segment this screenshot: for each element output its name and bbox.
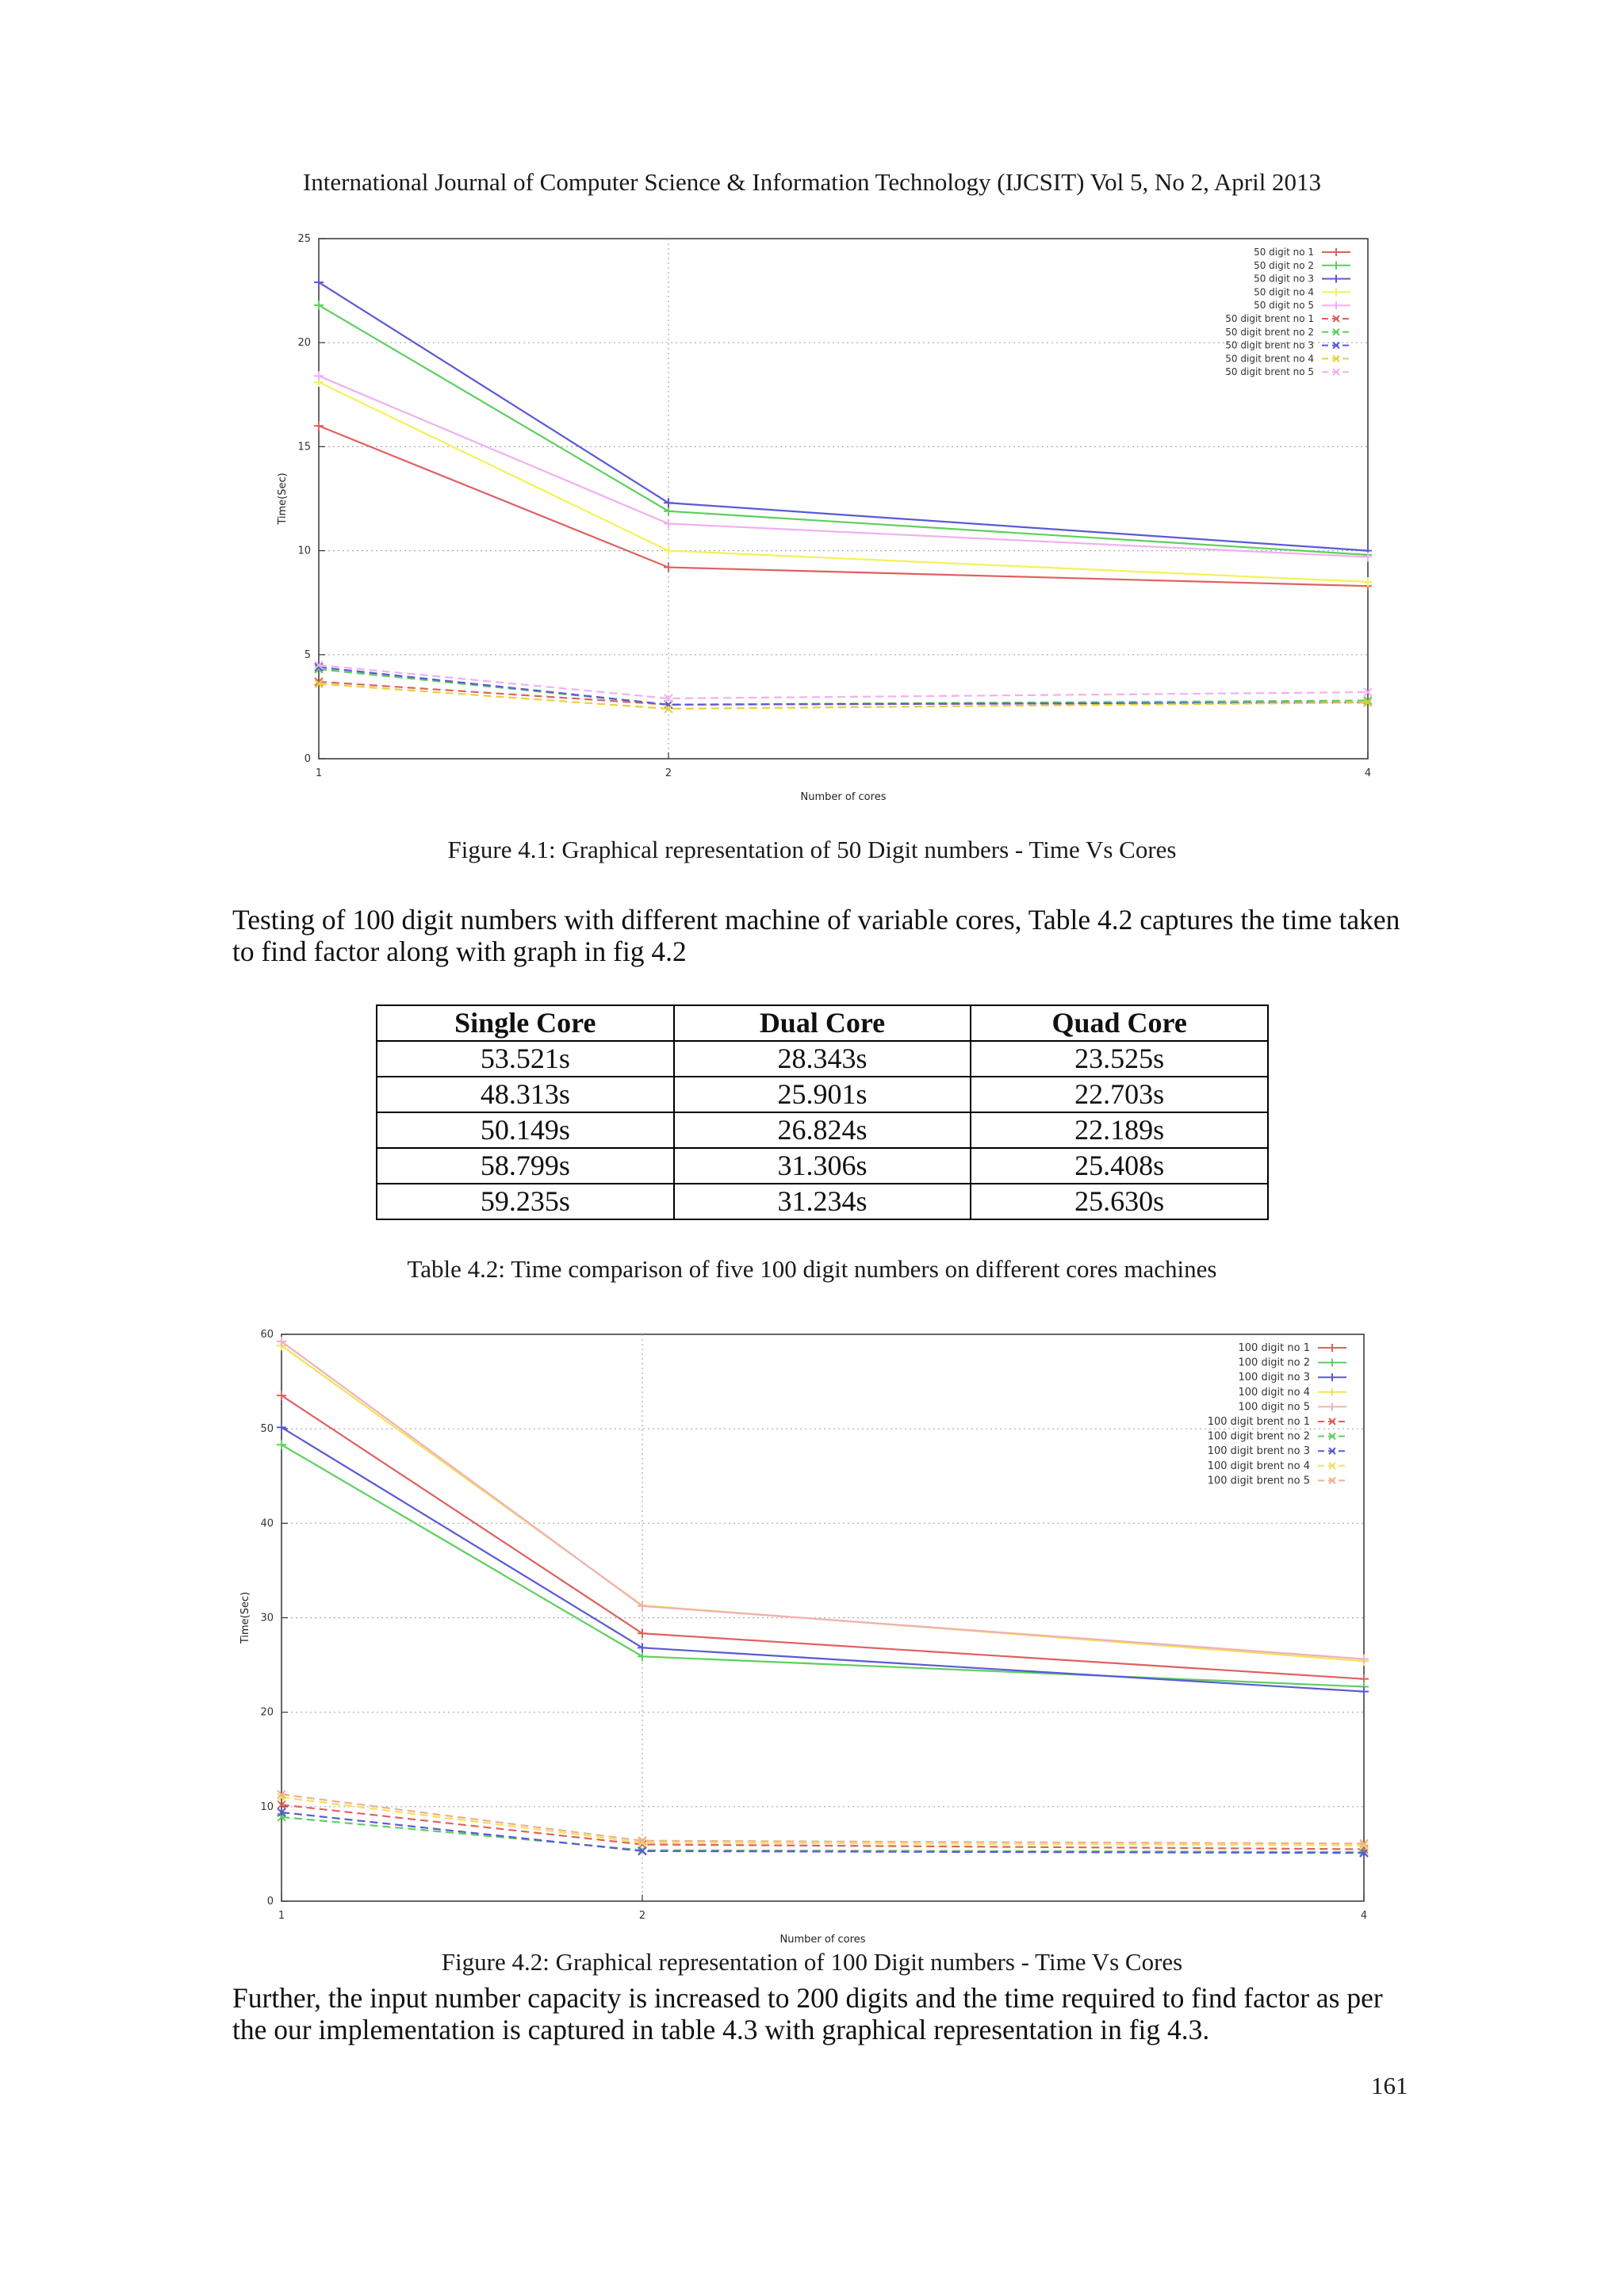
table-cell: 28.343s	[674, 1041, 971, 1077]
legend-entry: 100 digit no 3	[1238, 1372, 1310, 1384]
legend-entry: 50 digit no 2	[1254, 259, 1314, 271]
page-number: 161	[1371, 2072, 1408, 2099]
table-row	[377, 1148, 1268, 1184]
legend-entry: 100 digit no 5	[1238, 1401, 1310, 1414]
legend-entry: 50 digit brent no 1	[1225, 313, 1314, 324]
table-cell: 53.521s	[377, 1041, 674, 1077]
y-tick-label: 20	[260, 1706, 274, 1719]
x-tick-label: 2	[638, 1910, 646, 1922]
y-axis-label: Time(Sec)	[239, 1591, 251, 1644]
y-tick-label: 5	[304, 649, 311, 661]
table-cell: 25.901s	[674, 1077, 971, 1112]
legend-entry: 100 digit no 2	[1238, 1357, 1310, 1369]
table-row	[377, 1041, 1268, 1077]
x-axis-label: Number of cores	[779, 1934, 866, 1946]
table-cell: 25.408s	[971, 1148, 1268, 1184]
figure-4-1-caption: Figure 4.1: Graphical representation of 50 Digit numbers - Time Vs Cores	[447, 836, 1177, 863]
y-tick-label: 25	[297, 233, 311, 245]
legend-entry: 50 digit no 4	[1254, 286, 1314, 298]
y-tick-label: 60	[260, 1329, 274, 1341]
legend-entry: 100 digit brent no 5	[1207, 1475, 1310, 1487]
figure-4-2-caption: Figure 4.2: Graphical representation of 100 Digit numbers - Time Vs Cores	[441, 1948, 1183, 1976]
table-cell: 31.306s	[674, 1148, 971, 1184]
paragraph-2: Further, the input number capacity is increased to 200 digits and the time required to find factor as per the our implementation is captured in table 4.3 with graphical representation in fig 4.3.	[232, 1982, 1383, 2045]
legend-entry: 50 digit brent no 3	[1225, 339, 1314, 351]
figure-4-2-chart	[226, 1321, 1400, 1955]
table-cell: 23.525s	[971, 1041, 1268, 1077]
y-axis-label: Time(Sec)	[277, 473, 289, 525]
y-tick-label: 10	[260, 1800, 274, 1813]
y-tick-label: 0	[266, 1896, 274, 1908]
legend-entry: 100 digit brent no 4	[1207, 1460, 1310, 1472]
table-header-cell: Quad Core	[971, 1005, 1268, 1041]
table-cell: 22.703s	[971, 1077, 1268, 1112]
table-cell: 48.313s	[377, 1077, 674, 1112]
table-header-row	[377, 1005, 1268, 1041]
y-tick-label: 50	[260, 1423, 274, 1436]
legend-entry: 50 digit brent no 4	[1225, 353, 1314, 365]
legend-entry: 100 digit no 1	[1238, 1342, 1310, 1354]
y-tick-label: 40	[260, 1517, 274, 1530]
legend-entry: 50 digit no 3	[1254, 273, 1314, 285]
legend-entry: 100 digit brent no 1	[1207, 1416, 1310, 1428]
x-tick-label: 4	[1360, 1910, 1368, 1922]
y-tick-label: 15	[297, 441, 311, 453]
table-4-2-caption: Table 4.2: Time comparison of five 100 digit numbers on different cores machines	[407, 1255, 1217, 1283]
x-tick-label: 4	[1364, 767, 1372, 779]
running-header: International Journal of Computer Science & Information Technology (IJCSIT) Vol 5, No 2, April 2013	[302, 168, 1322, 196]
table-cell: 22.189s	[971, 1112, 1268, 1148]
x-tick-label: 1	[278, 1910, 285, 1922]
y-tick-label: 10	[297, 545, 311, 557]
legend-entry: 50 digit brent no 2	[1225, 326, 1314, 338]
legend-entry: 50 digit brent no 5	[1225, 366, 1314, 378]
legend-entry: 100 digit brent no 3	[1207, 1445, 1310, 1458]
table-header-cell: Single Core	[377, 1005, 674, 1041]
legend-entry: 50 digit no 5	[1254, 300, 1314, 312]
legend-entry: 100 digit brent no 2	[1207, 1430, 1310, 1443]
figure-4-1-chart	[262, 227, 1372, 813]
legend-entry: 50 digit no 1	[1254, 247, 1314, 258]
table-row	[377, 1112, 1268, 1148]
table-cell: 59.235s	[377, 1184, 674, 1219]
legend-entry: 100 digit no 4	[1238, 1386, 1310, 1399]
x-tick-label: 1	[315, 767, 323, 779]
y-tick-label: 0	[304, 753, 311, 765]
table-row	[377, 1184, 1268, 1219]
x-tick-label: 2	[665, 767, 672, 779]
y-tick-label: 30	[260, 1612, 274, 1624]
table-cell: 58.799s	[377, 1148, 674, 1184]
table-row	[377, 1077, 1268, 1112]
table-cell: 50.149s	[377, 1112, 674, 1148]
y-tick-label: 20	[297, 337, 311, 350]
table-cell: 25.630s	[971, 1184, 1268, 1219]
table-header-cell: Dual Core	[674, 1005, 971, 1041]
table-4-2	[376, 1004, 1269, 1220]
paragraph-1: Testing of 100 digit numbers with different machine of variable cores, Table 4.2 captures the time taken to find factor along with graph in fig 4.2	[232, 904, 1400, 967]
table-cell: 31.234s	[674, 1184, 971, 1219]
x-axis-label: Number of cores	[800, 791, 887, 803]
table-cell: 26.824s	[674, 1112, 971, 1148]
